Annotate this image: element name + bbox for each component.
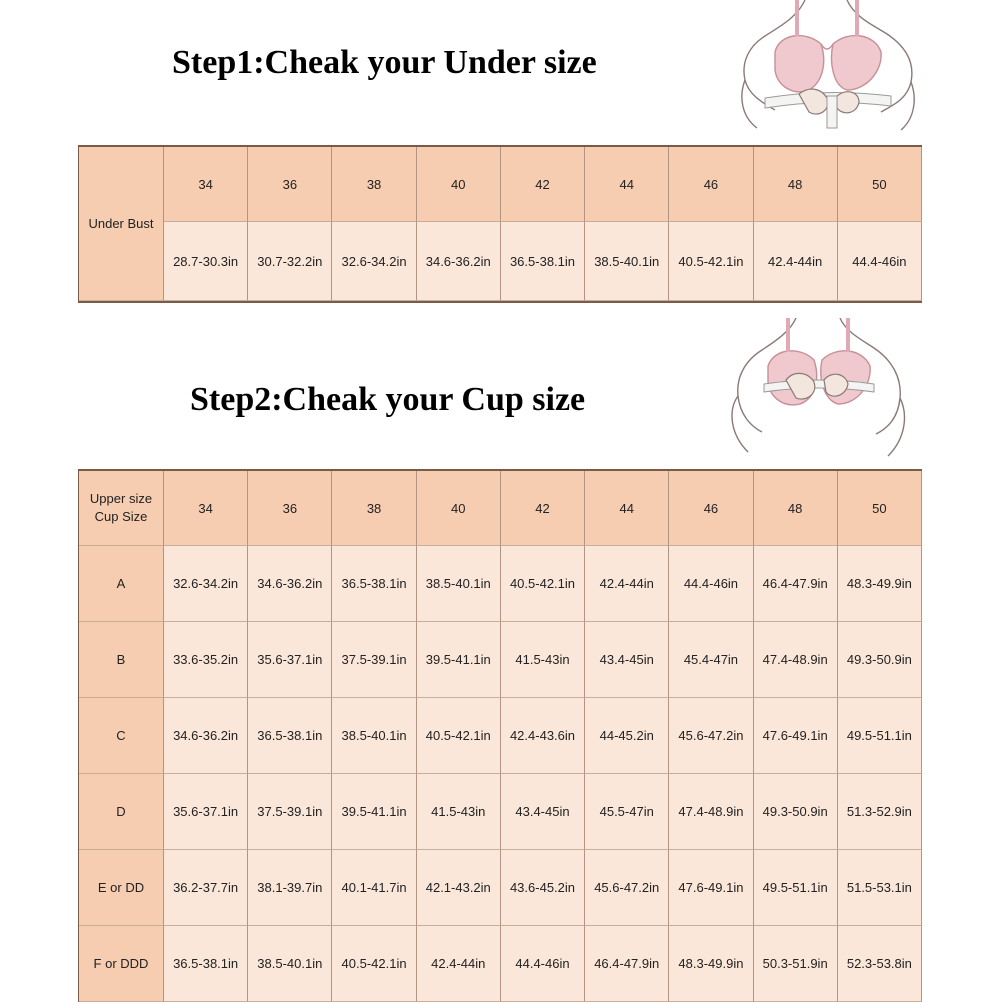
upper-bust-range-cell: 47.6-49.1in	[754, 698, 838, 774]
upper-bust-range-cell: 36.2-37.7in	[164, 850, 248, 926]
upper-bust-range-cell: 42.4-44in	[585, 546, 669, 622]
upper-bust-range-cell: 46.4-47.9in	[585, 926, 669, 1002]
step2-title: Step2:Cheak your Cup size	[190, 381, 586, 418]
cup-label: C	[79, 698, 164, 774]
upper-bust-range-cell: 38.5-40.1in	[417, 546, 501, 622]
upper-bust-range-cell: 38.1-39.7in	[248, 850, 332, 926]
upper-bust-range-cell: 39.5-41.1in	[417, 622, 501, 698]
band-size-header: 46	[669, 471, 753, 546]
band-size-header: 42	[501, 471, 585, 546]
upper-bust-range-cell: 51.5-53.1in	[838, 850, 922, 926]
upper-bust-range-cell: 41.5-43in	[417, 774, 501, 850]
upper-bust-range-cell: 38.5-40.1in	[332, 698, 416, 774]
upper-bust-range-cell: 45.4-47in	[669, 622, 753, 698]
upper-bust-range-cell: 43.6-45.2in	[501, 850, 585, 926]
upper-size-label: Upper size	[89, 491, 153, 506]
under-bust-table	[78, 145, 922, 303]
measure-cup-illustration	[728, 318, 908, 466]
cup-label: A	[79, 546, 164, 622]
upper-bust-range-cell: 32.6-34.2in	[164, 546, 248, 622]
band-size-header: 50	[838, 147, 922, 222]
upper-bust-range-cell: 49.3-50.9in	[754, 774, 838, 850]
upper-bust-range-cell: 41.5-43in	[501, 622, 585, 698]
upper-bust-range-cell: 42.4-44in	[417, 926, 501, 1002]
cup-size-table	[78, 469, 922, 1002]
band-size-header: 46	[669, 147, 753, 222]
upper-bust-range-cell: 40.5-42.1in	[332, 926, 416, 1002]
upper-bust-range-cell: 34.6-36.2in	[248, 546, 332, 622]
cup-size-label: Cup Size	[94, 509, 148, 524]
upper-bust-range-cell: 49.3-50.9in	[838, 622, 922, 698]
upper-bust-range-cell: 48.3-49.9in	[838, 546, 922, 622]
under-bust-range-cell: 36.5-38.1in	[501, 222, 585, 301]
under-bust-range-cell: 40.5-42.1in	[669, 222, 753, 301]
under-bust-range-cell: 42.4-44in	[754, 222, 838, 301]
upper-bust-range-cell: 46.4-47.9in	[754, 546, 838, 622]
upper-bust-range-cell: 42.1-43.2in	[417, 850, 501, 926]
upper-bust-range-cell: 40.5-42.1in	[417, 698, 501, 774]
upper-bust-range-cell: 47.6-49.1in	[669, 850, 753, 926]
upper-bust-range-cell: 40.5-42.1in	[501, 546, 585, 622]
upper-bust-range-cell: 42.4-43.6in	[501, 698, 585, 774]
step1-title: Step1:Cheak your Under size	[172, 44, 597, 81]
upper-bust-range-cell: 45.5-47in	[585, 774, 669, 850]
band-size-header: 48	[754, 147, 838, 222]
upper-bust-range-cell: 45.6-47.2in	[669, 698, 753, 774]
upper-bust-range-cell: 48.3-49.9in	[669, 926, 753, 1002]
upper-bust-range-cell: 34.6-36.2in	[164, 698, 248, 774]
band-size-header: 44	[585, 471, 669, 546]
upper-bust-range-cell: 52.3-53.8in	[838, 926, 922, 1002]
upper-bust-range-cell: 51.3-52.9in	[838, 774, 922, 850]
upper-bust-range-cell: 44.4-46in	[669, 546, 753, 622]
under-bust-range-cell: 30.7-32.2in	[248, 222, 332, 301]
under-bust-range-cell: 32.6-34.2in	[332, 222, 416, 301]
upper-bust-range-cell: 40.1-41.7in	[332, 850, 416, 926]
upper-bust-range-cell: 35.6-37.1in	[248, 622, 332, 698]
under-bust-row-label: Under Bust	[79, 147, 164, 301]
band-size-header: 48	[754, 471, 838, 546]
upper-size-cup-size-header	[79, 471, 164, 546]
band-size-header: 40	[417, 147, 501, 222]
upper-bust-range-cell: 44-45.2in	[585, 698, 669, 774]
under-bust-range-cell: 38.5-40.1in	[585, 222, 669, 301]
upper-bust-range-cell: 33.6-35.2in	[164, 622, 248, 698]
band-size-header: 36	[248, 471, 332, 546]
upper-bust-range-cell: 38.5-40.1in	[248, 926, 332, 1002]
upper-bust-range-cell: 49.5-51.1in	[838, 698, 922, 774]
cup-label: B	[79, 622, 164, 698]
upper-bust-range-cell: 36.5-38.1in	[332, 546, 416, 622]
measure-under-bust-illustration	[735, 0, 920, 135]
cup-label: E or DD	[79, 850, 164, 926]
band-size-header: 40	[417, 471, 501, 546]
band-size-header: 34	[164, 147, 248, 222]
band-size-header: 38	[332, 471, 416, 546]
upper-bust-range-cell: 43.4-45in	[501, 774, 585, 850]
band-size-header: 42	[501, 147, 585, 222]
upper-bust-range-cell: 47.4-48.9in	[754, 622, 838, 698]
upper-bust-range-cell: 43.4-45in	[585, 622, 669, 698]
upper-bust-range-cell: 39.5-41.1in	[332, 774, 416, 850]
upper-bust-range-cell: 36.5-38.1in	[164, 926, 248, 1002]
upper-bust-range-cell: 37.5-39.1in	[332, 622, 416, 698]
upper-bust-range-cell: 44.4-46in	[501, 926, 585, 1002]
upper-bust-range-cell: 49.5-51.1in	[754, 850, 838, 926]
band-size-header: 34	[164, 471, 248, 546]
band-size-header: 36	[248, 147, 332, 222]
under-bust-range-cell: 34.6-36.2in	[417, 222, 501, 301]
upper-bust-range-cell: 35.6-37.1in	[164, 774, 248, 850]
band-size-header: 50	[838, 471, 922, 546]
band-size-header: 44	[585, 147, 669, 222]
under-bust-range-cell: 44.4-46in	[838, 222, 922, 301]
cup-label: D	[79, 774, 164, 850]
band-size-header: 38	[332, 147, 416, 222]
under-bust-range-cell: 28.7-30.3in	[164, 222, 248, 301]
upper-bust-range-cell: 47.4-48.9in	[669, 774, 753, 850]
upper-bust-range-cell: 50.3-51.9in	[754, 926, 838, 1002]
upper-bust-range-cell: 45.6-47.2in	[585, 850, 669, 926]
upper-bust-range-cell: 37.5-39.1in	[248, 774, 332, 850]
cup-label: F or DDD	[79, 926, 164, 1002]
upper-bust-range-cell: 36.5-38.1in	[248, 698, 332, 774]
